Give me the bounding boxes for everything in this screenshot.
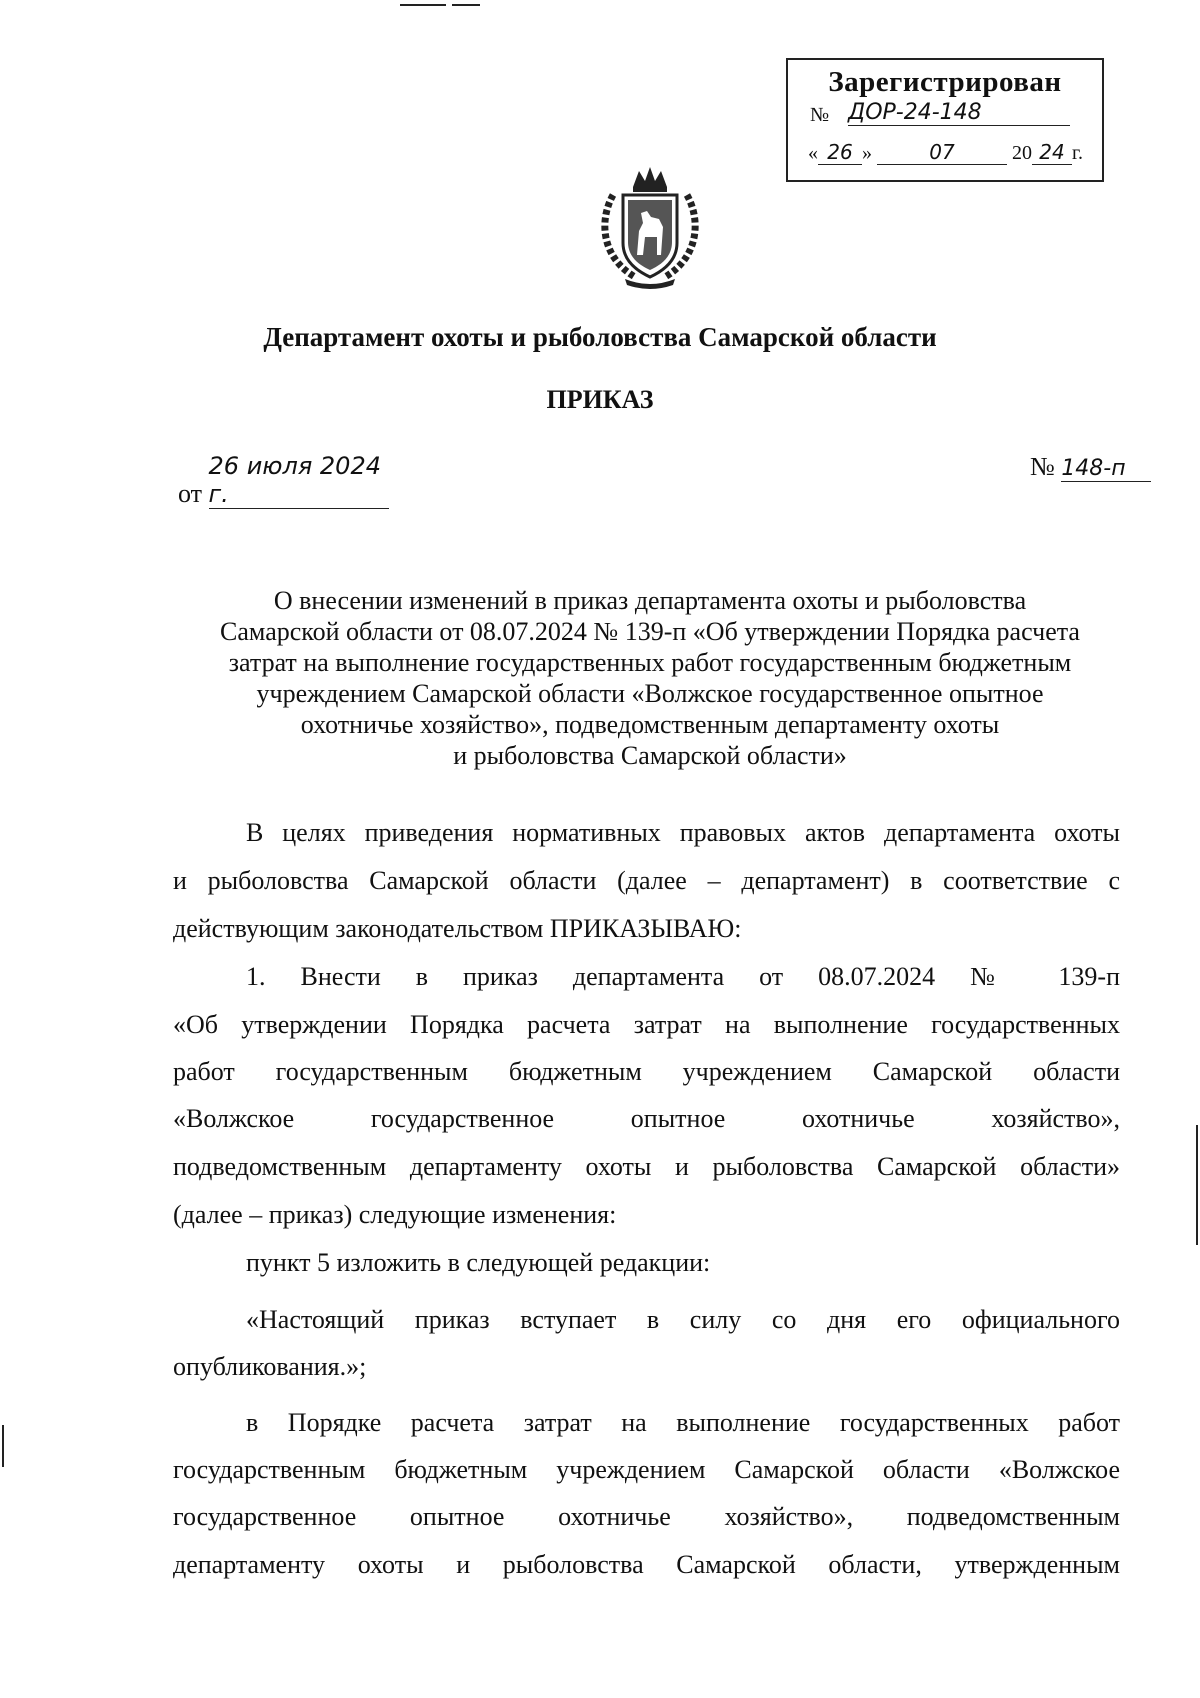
number-prefix: № (1030, 452, 1055, 481)
body-line: опубликования.»; (173, 1352, 367, 1381)
body-line: государственным бюджетным учреждением Самарской области «Волжское (173, 1455, 1120, 1484)
body-line: 1. Внести в приказ департамента от 08.07.2024 № 139-п (246, 962, 1120, 991)
body-line: департаменту охоты и рыболовства Самарской области, утвержденным (173, 1550, 1120, 1579)
organization-name: Департамент охоты и рыболовства Самарской области (263, 322, 937, 352)
stamp-year-prefix: 20 (1012, 142, 1032, 164)
stamp-date-close: » (862, 142, 872, 164)
subject-line: Самарской области от 08.07.2024 № 139-п «Об утверждении Порядка расчета (220, 617, 1080, 646)
registration-stamp (786, 58, 1104, 182)
body-line: работ государственным бюджетным учреждением Самарской области (173, 1057, 1120, 1086)
stamp-year-end: г. (1072, 142, 1083, 164)
body-line: государственное опытное охотничье хозяйство», подведомственным (173, 1502, 1120, 1531)
subject-line: охотничье хозяйство», подведомственным департаменту охоты (300, 710, 1000, 739)
stamp-year-suffix: 24 (1032, 140, 1072, 165)
body-line: пункт 5 изложить в следующей редакции: (246, 1248, 711, 1277)
samara-coat-of-arms-icon (595, 165, 705, 290)
subject-line: учреждением Самарской области «Волжское государственное опытное (256, 679, 1044, 708)
scan-artifact (2, 1425, 4, 1467)
stamp-day: 26 (818, 140, 862, 165)
scan-artifact (400, 4, 446, 6)
body-line: подведомственным департаменту охоты и рыболовства Самарской области» (173, 1152, 1120, 1181)
date-prefix: от (178, 479, 203, 508)
body-line: (далее – приказ) следующие изменения: (173, 1200, 617, 1229)
stamp-title: Зарегистрирован (828, 66, 1062, 98)
stamp-month: 07 (877, 140, 1007, 165)
date-handwritten: 26 июля 2024 г. (209, 452, 389, 509)
body-line: действующим законодательством ПРИКАЗЫВАЮ: (173, 914, 742, 943)
subject-line: затрат на выполнение государственных работ государственным бюджетным (228, 648, 1072, 677)
stamp-date-row (808, 140, 1083, 165)
body-line: «Настоящий приказ вступает в силу со дня его официального (246, 1305, 1120, 1334)
order-date (178, 452, 389, 509)
document-type: ПРИКАЗ (546, 385, 654, 414)
body-line: «Волжское государственное опытное охотничье хозяйство», (173, 1104, 1120, 1133)
subject-line: и рыболовства Самарской области» (453, 741, 847, 770)
order-number (1030, 452, 1151, 482)
body-line: В целях приведения нормативных правовых актов департамента охоты (246, 818, 1120, 847)
subject-line: О внесении изменений в приказ департамента охоты и рыболовства (273, 586, 1027, 615)
stamp-date-open: « (808, 142, 818, 164)
stamp-number-value: ДОР-24-148 (848, 100, 1070, 126)
body-line: и рыболовства Самарской области (далее – департамент) в соответствие с (173, 866, 1120, 895)
body-line: в Порядке расчета затрат на выполнение государственных работ (246, 1408, 1120, 1437)
stamp-number-label: № (810, 104, 830, 126)
scan-artifact (452, 4, 480, 6)
scan-artifact (1196, 1125, 1198, 1245)
body-line: «Об утверждении Порядка расчета затрат на выполнение государственных (173, 1010, 1120, 1039)
number-handwritten: 148-п (1061, 456, 1151, 482)
order-subject (170, 585, 1130, 771)
